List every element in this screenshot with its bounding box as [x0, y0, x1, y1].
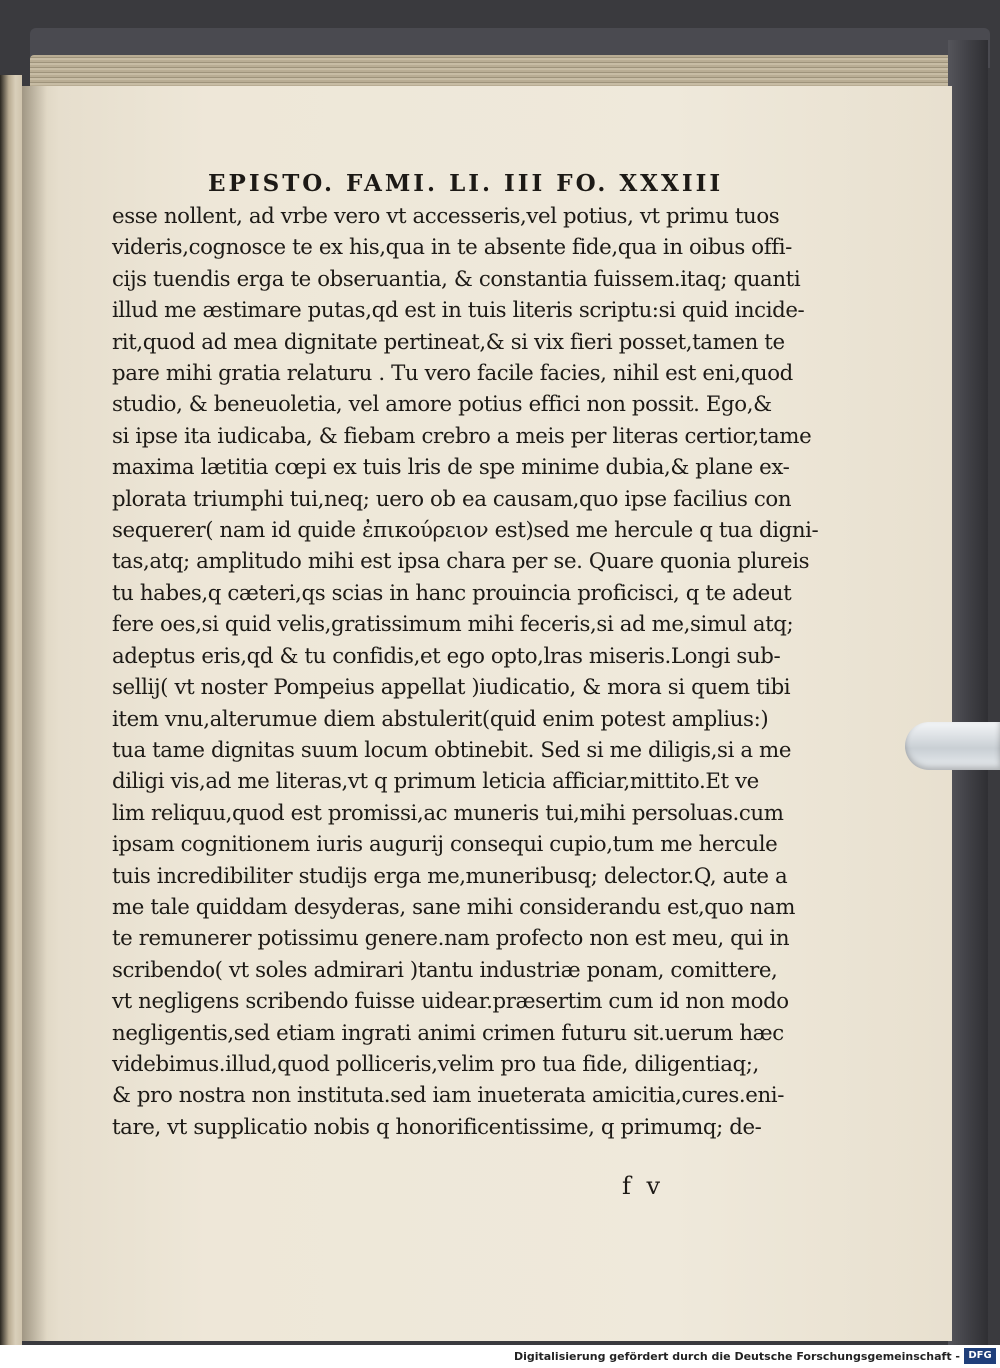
- text-line: plorata triumphi tui,neq; uero ob ea causam,quo ipse facilius con: [112, 486, 792, 512]
- text-line: maxima lætitia cœpi ex tuis lris de spe minime dubia,& plane ex-: [112, 455, 790, 481]
- book-cover-right: [948, 40, 988, 1345]
- text-line: pare mihi gratia relaturu . Tu vero facile facies, nihil est eni,quod: [112, 361, 793, 387]
- footer-bar: [0, 1345, 1000, 1368]
- text-line: tuis incredibiliter studijs erga me,muneribusq; delector.Q, aute a: [112, 863, 788, 889]
- text-line: vt negligens scribendo fuisse uidear.præsertim cum id non modo: [112, 989, 789, 1015]
- text-line: scribendo( vt soles admirari )tantu industriæ ponam, comittere,: [112, 957, 778, 983]
- page-text: [112, 170, 819, 1143]
- text-line: tas,atq; amplitudo mihi est ipsa chara per se. Quare quonia plureis: [112, 549, 810, 575]
- text-lines: [112, 201, 819, 1143]
- signature-mark: f v: [622, 1172, 665, 1200]
- text-line: fere oes,si quid velis,gratissimum mihi feceris,si ad me,simul atq;: [112, 612, 794, 638]
- text-line: videris,cognosce te ex his,qua in te absente fide,qua in oibus offi-: [112, 235, 792, 261]
- dfg-logo: DFG: [964, 1348, 996, 1364]
- text-line: tare, vt supplicatio nobis q honorificentissime, q primumq; de-: [112, 1114, 762, 1140]
- text-line: & pro nostra non instituta.sed iam inueterata amicitia,cures.eni-: [112, 1083, 785, 1109]
- text-line: diligi vis,ad me literas,vt q primum leticia afficiar,mittito.Et ve: [112, 769, 759, 795]
- text-line: si ipse ita iudicaba, & fiebam crebro a meis per literas certior,tame: [112, 423, 812, 449]
- spine-shadow: [22, 86, 47, 1341]
- text-line: lim reliquu,quod est promissi,ac muneris tui,mihi persoluas.cum: [112, 800, 784, 826]
- text-line: rit,quod ad mea dignitate pertineat,& si vix fieri posset,tamen te: [112, 329, 785, 355]
- running-header: EPISTO. FAMI. LI. III FO. XXXIII: [208, 170, 724, 197]
- text-line: me tale quiddam desyderas, sane mihi considerandu est,quo nam: [112, 894, 796, 920]
- text-line: sellij( vt noster Pompeius appellat )iudicatio, & mora si quem tibi: [112, 675, 791, 701]
- text-line: sequerer( nam id quide ἐπικούρειον est)sed me hercule q tua digni-: [112, 518, 819, 544]
- page-marker-tab: [905, 722, 1000, 770]
- text-line: te remunerer potissimu genere.nam profecto non est meu, qui in: [112, 926, 790, 952]
- text-line: illud me æstimare putas,qd est in tuis literis scriptu:si quid incide-: [112, 298, 805, 324]
- text-line: tua tame dignitas suum locum obtinebit. Sed si me diligis,si a me: [112, 737, 792, 763]
- footer-credit: Digitalisierung gefördert durch die Deutsche Forschungsgemeinschaft -: [513, 1350, 960, 1363]
- text-line: item vnu,alterumue diem abstulerit(quid enim potest amplius:): [112, 706, 769, 732]
- text-line: negligentis,sed etiam ingrati animi crimen futuru sit.uerum hæc: [112, 1020, 784, 1046]
- text-line: cijs tuendis erga te obseruantia, & constantia fuissem.itaq; quanti: [112, 266, 801, 292]
- text-line: ipsam cognitionem iuris augurij consequi cupio,tum me hercule: [112, 832, 778, 858]
- facing-page-edge: [0, 75, 22, 1345]
- text-line: adeptus eris,qd & tu confidis,et ego opto,lras miseris.Longi sub-: [112, 643, 781, 669]
- text-line: videbimus.illud,quod polliceris,velim pro tua fide, diligentiaq;,: [112, 1051, 759, 1077]
- page-edges: [30, 55, 965, 90]
- text-line: tu habes,q cæteri,qs scias in hanc prouincia proficisci, q te adeut: [112, 580, 792, 606]
- text-line: studio, & beneuoletia, vel amore potius effici non possit. Ego,&: [112, 392, 772, 418]
- text-line: esse nollent, ad vrbe vero vt accesseris,vel potius, vt primu tuos: [112, 204, 780, 229]
